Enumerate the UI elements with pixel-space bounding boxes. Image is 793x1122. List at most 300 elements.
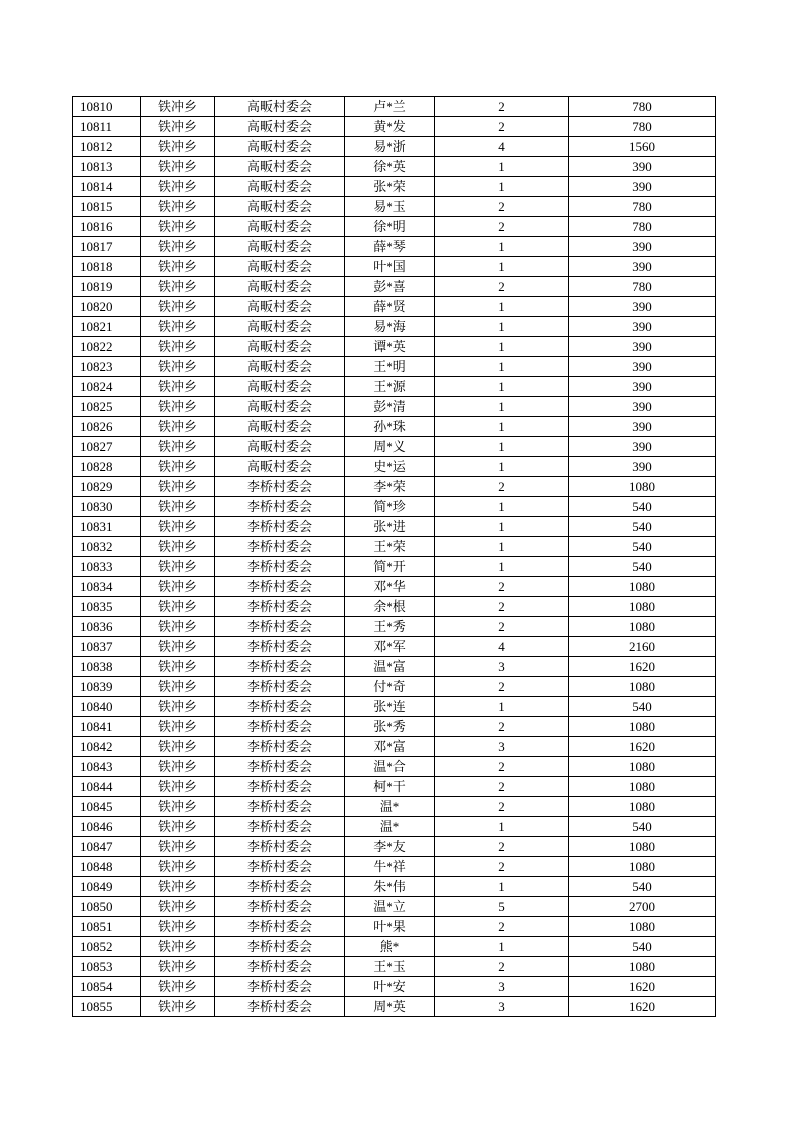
amount-cell: 2700 bbox=[569, 897, 716, 917]
table-row bbox=[73, 637, 716, 657]
village-committee-cell: 高畈村委会 bbox=[215, 97, 345, 117]
township-cell: 铁冲乡 bbox=[141, 377, 215, 397]
amount-cell: 1080 bbox=[569, 577, 716, 597]
record-id-cell: 10838 bbox=[73, 657, 141, 677]
amount-cell: 540 bbox=[569, 517, 716, 537]
count-cell: 2 bbox=[435, 917, 569, 937]
amount-cell: 390 bbox=[569, 337, 716, 357]
village-committee-cell: 李桥村委会 bbox=[215, 617, 345, 637]
amount-cell: 1080 bbox=[569, 717, 716, 737]
amount-cell: 390 bbox=[569, 237, 716, 257]
table-row bbox=[73, 697, 716, 717]
record-id-cell: 10822 bbox=[73, 337, 141, 357]
table-row bbox=[73, 677, 716, 697]
township-cell: 铁冲乡 bbox=[141, 977, 215, 997]
record-id-cell: 10833 bbox=[73, 557, 141, 577]
village-committee-cell: 李桥村委会 bbox=[215, 557, 345, 577]
village-committee-cell: 李桥村委会 bbox=[215, 837, 345, 857]
amount-cell: 540 bbox=[569, 497, 716, 517]
record-id-cell: 10844 bbox=[73, 777, 141, 797]
village-committee-cell: 李桥村委会 bbox=[215, 797, 345, 817]
count-cell: 1 bbox=[435, 237, 569, 257]
amount-cell: 780 bbox=[569, 117, 716, 137]
name-cell: 李*荣 bbox=[345, 477, 435, 497]
amount-cell: 1080 bbox=[569, 617, 716, 637]
name-cell: 李*友 bbox=[345, 837, 435, 857]
count-cell: 4 bbox=[435, 137, 569, 157]
count-cell: 1 bbox=[435, 877, 569, 897]
record-id-cell: 10829 bbox=[73, 477, 141, 497]
name-cell: 易*玉 bbox=[345, 197, 435, 217]
table-row bbox=[73, 737, 716, 757]
village-committee-cell: 李桥村委会 bbox=[215, 497, 345, 517]
record-id-cell: 10821 bbox=[73, 317, 141, 337]
record-id-cell: 10828 bbox=[73, 457, 141, 477]
count-cell: 2 bbox=[435, 757, 569, 777]
table-row bbox=[73, 337, 716, 357]
count-cell: 3 bbox=[435, 737, 569, 757]
amount-cell: 390 bbox=[569, 257, 716, 277]
village-committee-cell: 李桥村委会 bbox=[215, 577, 345, 597]
village-committee-cell: 李桥村委会 bbox=[215, 477, 345, 497]
amount-cell: 1080 bbox=[569, 917, 716, 937]
amount-cell: 540 bbox=[569, 537, 716, 557]
name-cell: 温*合 bbox=[345, 757, 435, 777]
count-cell: 1 bbox=[435, 417, 569, 437]
amount-cell: 1620 bbox=[569, 737, 716, 757]
township-cell: 铁冲乡 bbox=[141, 857, 215, 877]
township-cell: 铁冲乡 bbox=[141, 837, 215, 857]
table-row bbox=[73, 937, 716, 957]
record-id-cell: 10836 bbox=[73, 617, 141, 637]
name-cell: 温*富 bbox=[345, 657, 435, 677]
name-cell: 王*荣 bbox=[345, 537, 435, 557]
table-row bbox=[73, 97, 716, 117]
village-committee-cell: 李桥村委会 bbox=[215, 777, 345, 797]
name-cell: 王*秀 bbox=[345, 617, 435, 637]
count-cell: 2 bbox=[435, 597, 569, 617]
count-cell: 2 bbox=[435, 797, 569, 817]
record-id-cell: 10840 bbox=[73, 697, 141, 717]
village-committee-cell: 高畈村委会 bbox=[215, 257, 345, 277]
village-committee-cell: 高畈村委会 bbox=[215, 377, 345, 397]
village-committee-cell: 高畈村委会 bbox=[215, 297, 345, 317]
amount-cell: 390 bbox=[569, 357, 716, 377]
amount-cell: 780 bbox=[569, 277, 716, 297]
count-cell: 1 bbox=[435, 257, 569, 277]
record-id-cell: 10819 bbox=[73, 277, 141, 297]
record-id-cell: 10847 bbox=[73, 837, 141, 857]
village-committee-cell: 高畈村委会 bbox=[215, 437, 345, 457]
township-cell: 铁冲乡 bbox=[141, 357, 215, 377]
name-cell: 彭*清 bbox=[345, 397, 435, 417]
table-row bbox=[73, 357, 716, 377]
table-row bbox=[73, 157, 716, 177]
table-row bbox=[73, 457, 716, 477]
township-cell: 铁冲乡 bbox=[141, 897, 215, 917]
amount-cell: 540 bbox=[569, 877, 716, 897]
township-cell: 铁冲乡 bbox=[141, 757, 215, 777]
village-committee-cell: 李桥村委会 bbox=[215, 857, 345, 877]
count-cell: 1 bbox=[435, 437, 569, 457]
amount-cell: 390 bbox=[569, 397, 716, 417]
table-row bbox=[73, 497, 716, 517]
township-cell: 铁冲乡 bbox=[141, 177, 215, 197]
record-id-cell: 10816 bbox=[73, 217, 141, 237]
amount-cell: 390 bbox=[569, 457, 716, 477]
table-row bbox=[73, 437, 716, 457]
name-cell: 孙*珠 bbox=[345, 417, 435, 437]
name-cell: 付*奇 bbox=[345, 677, 435, 697]
table-row bbox=[73, 917, 716, 937]
count-cell: 2 bbox=[435, 617, 569, 637]
count-cell: 1 bbox=[435, 537, 569, 557]
data-table bbox=[72, 96, 716, 1017]
count-cell: 1 bbox=[435, 337, 569, 357]
amount-cell: 390 bbox=[569, 157, 716, 177]
amount-cell: 1620 bbox=[569, 997, 716, 1017]
amount-cell: 390 bbox=[569, 297, 716, 317]
count-cell: 3 bbox=[435, 977, 569, 997]
name-cell: 易*浙 bbox=[345, 137, 435, 157]
table-row bbox=[73, 117, 716, 137]
township-cell: 铁冲乡 bbox=[141, 537, 215, 557]
table-row bbox=[73, 197, 716, 217]
table-row bbox=[73, 617, 716, 637]
name-cell: 徐*英 bbox=[345, 157, 435, 177]
name-cell: 张*荣 bbox=[345, 177, 435, 197]
village-committee-cell: 李桥村委会 bbox=[215, 537, 345, 557]
record-id-cell: 10846 bbox=[73, 817, 141, 837]
village-committee-cell: 高畈村委会 bbox=[215, 177, 345, 197]
count-cell: 3 bbox=[435, 997, 569, 1017]
township-cell: 铁冲乡 bbox=[141, 877, 215, 897]
record-id-cell: 10810 bbox=[73, 97, 141, 117]
name-cell: 邓*富 bbox=[345, 737, 435, 757]
record-id-cell: 10824 bbox=[73, 377, 141, 397]
amount-cell: 1080 bbox=[569, 597, 716, 617]
township-cell: 铁冲乡 bbox=[141, 617, 215, 637]
table-row bbox=[73, 957, 716, 977]
table-row bbox=[73, 417, 716, 437]
name-cell: 余*根 bbox=[345, 597, 435, 617]
table-row bbox=[73, 817, 716, 837]
table-row bbox=[73, 977, 716, 997]
table-row bbox=[73, 217, 716, 237]
name-cell: 易*海 bbox=[345, 317, 435, 337]
record-id-cell: 10837 bbox=[73, 637, 141, 657]
village-committee-cell: 高畈村委会 bbox=[215, 157, 345, 177]
table-row bbox=[73, 757, 716, 777]
table-row bbox=[73, 597, 716, 617]
table-row bbox=[73, 557, 716, 577]
record-id-cell: 10841 bbox=[73, 717, 141, 737]
count-cell: 2 bbox=[435, 717, 569, 737]
table-row bbox=[73, 477, 716, 497]
record-id-cell: 10851 bbox=[73, 917, 141, 937]
amount-cell: 540 bbox=[569, 817, 716, 837]
record-id-cell: 10818 bbox=[73, 257, 141, 277]
village-committee-cell: 高畈村委会 bbox=[215, 237, 345, 257]
table-row bbox=[73, 997, 716, 1017]
village-committee-cell: 李桥村委会 bbox=[215, 737, 345, 757]
amount-cell: 390 bbox=[569, 417, 716, 437]
village-committee-cell: 高畈村委会 bbox=[215, 337, 345, 357]
village-committee-cell: 李桥村委会 bbox=[215, 917, 345, 937]
amount-cell: 2160 bbox=[569, 637, 716, 657]
township-cell: 铁冲乡 bbox=[141, 717, 215, 737]
name-cell: 柯*干 bbox=[345, 777, 435, 797]
count-cell: 2 bbox=[435, 837, 569, 857]
village-committee-cell: 高畈村委会 bbox=[215, 117, 345, 137]
record-id-cell: 10839 bbox=[73, 677, 141, 697]
record-id-cell: 10811 bbox=[73, 117, 141, 137]
amount-cell: 1080 bbox=[569, 797, 716, 817]
name-cell: 王*玉 bbox=[345, 957, 435, 977]
village-committee-cell: 李桥村委会 bbox=[215, 817, 345, 837]
count-cell: 1 bbox=[435, 457, 569, 477]
record-id-cell: 10823 bbox=[73, 357, 141, 377]
record-id-cell: 10848 bbox=[73, 857, 141, 877]
amount-cell: 1620 bbox=[569, 657, 716, 677]
count-cell: 1 bbox=[435, 937, 569, 957]
count-cell: 1 bbox=[435, 697, 569, 717]
record-id-cell: 10814 bbox=[73, 177, 141, 197]
village-committee-cell: 李桥村委会 bbox=[215, 717, 345, 737]
village-committee-cell: 李桥村委会 bbox=[215, 657, 345, 677]
count-cell: 1 bbox=[435, 517, 569, 537]
name-cell: 温* bbox=[345, 797, 435, 817]
village-committee-cell: 李桥村委会 bbox=[215, 977, 345, 997]
count-cell: 1 bbox=[435, 397, 569, 417]
village-committee-cell: 高畈村委会 bbox=[215, 357, 345, 377]
record-id-cell: 10854 bbox=[73, 977, 141, 997]
record-id-cell: 10835 bbox=[73, 597, 141, 617]
amount-cell: 780 bbox=[569, 97, 716, 117]
record-id-cell: 10827 bbox=[73, 437, 141, 457]
township-cell: 铁冲乡 bbox=[141, 697, 215, 717]
village-committee-cell: 李桥村委会 bbox=[215, 957, 345, 977]
name-cell: 王*源 bbox=[345, 377, 435, 397]
count-cell: 2 bbox=[435, 857, 569, 877]
township-cell: 铁冲乡 bbox=[141, 317, 215, 337]
township-cell: 铁冲乡 bbox=[141, 777, 215, 797]
township-cell: 铁冲乡 bbox=[141, 577, 215, 597]
table-row bbox=[73, 877, 716, 897]
count-cell: 2 bbox=[435, 117, 569, 137]
table-row bbox=[73, 517, 716, 537]
record-id-cell: 10855 bbox=[73, 997, 141, 1017]
count-cell: 1 bbox=[435, 817, 569, 837]
table-row bbox=[73, 537, 716, 557]
record-id-cell: 10832 bbox=[73, 537, 141, 557]
count-cell: 2 bbox=[435, 277, 569, 297]
record-id-cell: 10815 bbox=[73, 197, 141, 217]
township-cell: 铁冲乡 bbox=[141, 657, 215, 677]
amount-cell: 390 bbox=[569, 437, 716, 457]
table-row bbox=[73, 577, 716, 597]
village-committee-cell: 李桥村委会 bbox=[215, 697, 345, 717]
township-cell: 铁冲乡 bbox=[141, 417, 215, 437]
village-committee-cell: 高畈村委会 bbox=[215, 397, 345, 417]
township-cell: 铁冲乡 bbox=[141, 677, 215, 697]
table-row bbox=[73, 857, 716, 877]
amount-cell: 390 bbox=[569, 317, 716, 337]
amount-cell: 780 bbox=[569, 217, 716, 237]
village-committee-cell: 高畈村委会 bbox=[215, 457, 345, 477]
name-cell: 邓*华 bbox=[345, 577, 435, 597]
village-committee-cell: 李桥村委会 bbox=[215, 757, 345, 777]
township-cell: 铁冲乡 bbox=[141, 797, 215, 817]
table-row bbox=[73, 717, 716, 737]
amount-cell: 1080 bbox=[569, 677, 716, 697]
record-id-cell: 10831 bbox=[73, 517, 141, 537]
amount-cell: 540 bbox=[569, 937, 716, 957]
name-cell: 黄*发 bbox=[345, 117, 435, 137]
amount-cell: 1080 bbox=[569, 837, 716, 857]
count-cell: 1 bbox=[435, 157, 569, 177]
count-cell: 5 bbox=[435, 897, 569, 917]
record-id-cell: 10817 bbox=[73, 237, 141, 257]
name-cell: 徐*明 bbox=[345, 217, 435, 237]
township-cell: 铁冲乡 bbox=[141, 477, 215, 497]
count-cell: 4 bbox=[435, 637, 569, 657]
amount-cell: 1080 bbox=[569, 957, 716, 977]
count-cell: 1 bbox=[435, 357, 569, 377]
township-cell: 铁冲乡 bbox=[141, 997, 215, 1017]
township-cell: 铁冲乡 bbox=[141, 437, 215, 457]
count-cell: 1 bbox=[435, 317, 569, 337]
count-cell: 2 bbox=[435, 477, 569, 497]
count-cell: 1 bbox=[435, 557, 569, 577]
name-cell: 薛*琴 bbox=[345, 237, 435, 257]
record-id-cell: 10850 bbox=[73, 897, 141, 917]
township-cell: 铁冲乡 bbox=[141, 297, 215, 317]
village-committee-cell: 李桥村委会 bbox=[215, 597, 345, 617]
amount-cell: 390 bbox=[569, 177, 716, 197]
township-cell: 铁冲乡 bbox=[141, 277, 215, 297]
record-id-cell: 10842 bbox=[73, 737, 141, 757]
township-cell: 铁冲乡 bbox=[141, 917, 215, 937]
record-id-cell: 10813 bbox=[73, 157, 141, 177]
township-cell: 铁冲乡 bbox=[141, 157, 215, 177]
record-id-cell: 10853 bbox=[73, 957, 141, 977]
amount-cell: 1560 bbox=[569, 137, 716, 157]
name-cell: 王*明 bbox=[345, 357, 435, 377]
table-row bbox=[73, 897, 716, 917]
record-id-cell: 10826 bbox=[73, 417, 141, 437]
count-cell: 1 bbox=[435, 297, 569, 317]
record-id-cell: 10830 bbox=[73, 497, 141, 517]
township-cell: 铁冲乡 bbox=[141, 337, 215, 357]
record-id-cell: 10845 bbox=[73, 797, 141, 817]
village-committee-cell: 高畈村委会 bbox=[215, 417, 345, 437]
village-committee-cell: 高畈村委会 bbox=[215, 317, 345, 337]
township-cell: 铁冲乡 bbox=[141, 237, 215, 257]
township-cell: 铁冲乡 bbox=[141, 137, 215, 157]
count-cell: 1 bbox=[435, 497, 569, 517]
table-row bbox=[73, 797, 716, 817]
count-cell: 2 bbox=[435, 957, 569, 977]
record-id-cell: 10834 bbox=[73, 577, 141, 597]
village-committee-cell: 高畈村委会 bbox=[215, 137, 345, 157]
village-committee-cell: 李桥村委会 bbox=[215, 877, 345, 897]
name-cell: 温*立 bbox=[345, 897, 435, 917]
record-id-cell: 10849 bbox=[73, 877, 141, 897]
township-cell: 铁冲乡 bbox=[141, 957, 215, 977]
count-cell: 2 bbox=[435, 217, 569, 237]
count-cell: 2 bbox=[435, 577, 569, 597]
count-cell: 2 bbox=[435, 97, 569, 117]
amount-cell: 390 bbox=[569, 377, 716, 397]
village-committee-cell: 李桥村委会 bbox=[215, 677, 345, 697]
township-cell: 铁冲乡 bbox=[141, 457, 215, 477]
village-committee-cell: 李桥村委会 bbox=[215, 937, 345, 957]
amount-cell: 540 bbox=[569, 697, 716, 717]
count-cell: 2 bbox=[435, 197, 569, 217]
township-cell: 铁冲乡 bbox=[141, 197, 215, 217]
village-committee-cell: 高畈村委会 bbox=[215, 217, 345, 237]
table-row bbox=[73, 397, 716, 417]
table-row bbox=[73, 317, 716, 337]
township-cell: 铁冲乡 bbox=[141, 117, 215, 137]
amount-cell: 1080 bbox=[569, 477, 716, 497]
name-cell: 温* bbox=[345, 817, 435, 837]
name-cell: 卢*兰 bbox=[345, 97, 435, 117]
name-cell: 邓*军 bbox=[345, 637, 435, 657]
record-id-cell: 10825 bbox=[73, 397, 141, 417]
table-row bbox=[73, 277, 716, 297]
name-cell: 简*珍 bbox=[345, 497, 435, 517]
name-cell: 叶*果 bbox=[345, 917, 435, 937]
table-row bbox=[73, 837, 716, 857]
table-row bbox=[73, 177, 716, 197]
township-cell: 铁冲乡 bbox=[141, 517, 215, 537]
amount-cell: 1080 bbox=[569, 777, 716, 797]
village-committee-cell: 李桥村委会 bbox=[215, 997, 345, 1017]
name-cell: 牛*祥 bbox=[345, 857, 435, 877]
name-cell: 叶*安 bbox=[345, 977, 435, 997]
amount-cell: 780 bbox=[569, 197, 716, 217]
township-cell: 铁冲乡 bbox=[141, 817, 215, 837]
name-cell: 周*义 bbox=[345, 437, 435, 457]
township-cell: 铁冲乡 bbox=[141, 397, 215, 417]
count-cell: 3 bbox=[435, 657, 569, 677]
table-row bbox=[73, 777, 716, 797]
name-cell: 彭*喜 bbox=[345, 277, 435, 297]
name-cell: 张*进 bbox=[345, 517, 435, 537]
name-cell: 周*英 bbox=[345, 997, 435, 1017]
name-cell: 朱*伟 bbox=[345, 877, 435, 897]
township-cell: 铁冲乡 bbox=[141, 97, 215, 117]
table-row bbox=[73, 657, 716, 677]
table-row bbox=[73, 377, 716, 397]
amount-cell: 1080 bbox=[569, 757, 716, 777]
township-cell: 铁冲乡 bbox=[141, 557, 215, 577]
name-cell: 简*开 bbox=[345, 557, 435, 577]
name-cell: 熊* bbox=[345, 937, 435, 957]
count-cell: 1 bbox=[435, 177, 569, 197]
village-committee-cell: 高畈村委会 bbox=[215, 277, 345, 297]
township-cell: 铁冲乡 bbox=[141, 257, 215, 277]
count-cell: 2 bbox=[435, 777, 569, 797]
amount-cell: 540 bbox=[569, 557, 716, 577]
table-row bbox=[73, 257, 716, 277]
township-cell: 铁冲乡 bbox=[141, 597, 215, 617]
village-committee-cell: 高畈村委会 bbox=[215, 197, 345, 217]
record-id-cell: 10812 bbox=[73, 137, 141, 157]
record-id-cell: 10852 bbox=[73, 937, 141, 957]
